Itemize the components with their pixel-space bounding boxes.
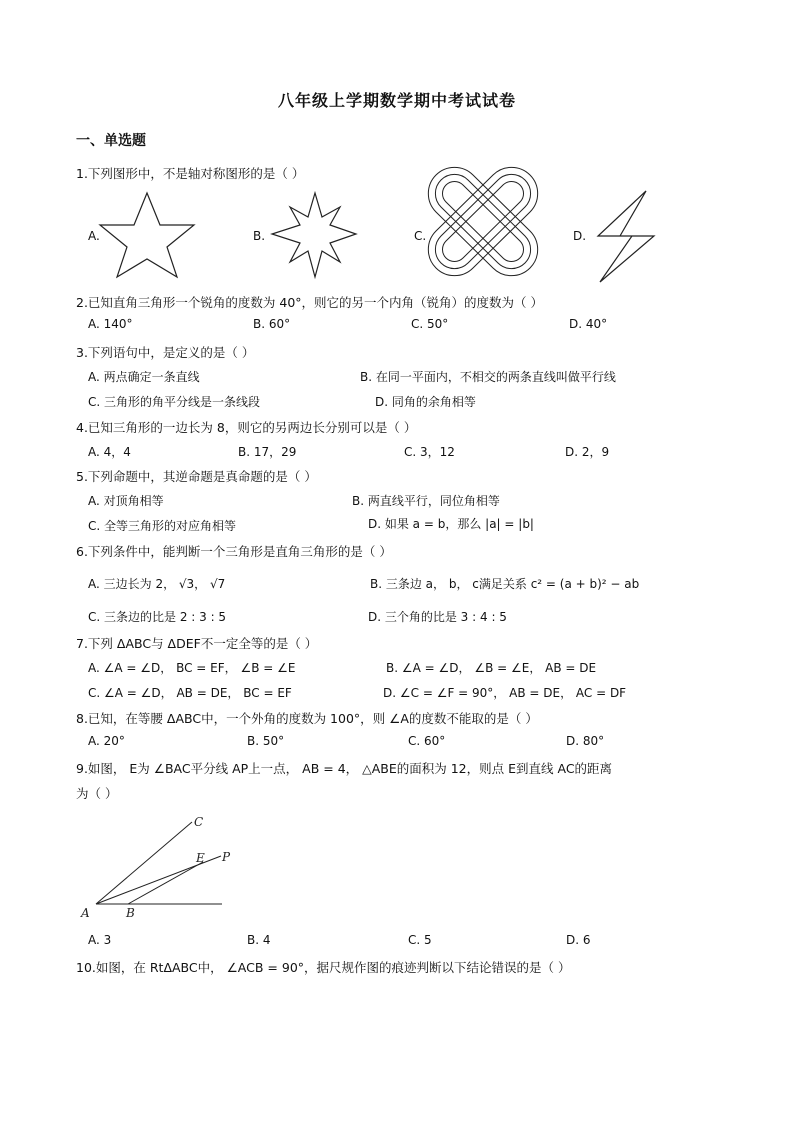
q1-option-b: B. [253,229,266,243]
q5-option-d: D. 如果 a = b，那么 |a| = |b| [368,517,534,531]
q6-option-a: A. 三边长为 2， √3， √7 [88,577,226,591]
q8-option-d: D. 80° [566,734,605,748]
q6-option-d: D. 三个角的比是 3 : 4 : 5 [368,610,507,624]
q3-option-a: A. 两点确定一条直线 [88,370,200,384]
question-7-stem: 7.下列 ΔABC与 ΔDEF不一定全等的是（ ） [76,636,318,651]
question-10-stem: 10.如图，在 RtΔABC中， ∠ACB = 90°，据尺规作图的痕迹判断以下结论错误的是（ ） [76,960,571,975]
question-4-stem: 4.已知三角形的一边长为 8，则它的另两边长分别可以是（ ） [76,420,417,435]
q9-option-d: D. 6 [566,933,591,947]
q2-option-d: D. 40° [569,317,608,331]
q3-option-d: D. 同角的余角相等 [375,395,476,409]
segment-be [128,862,203,904]
question-9-stem-cont: 为（ ） [76,786,118,801]
q2-option-b: B. 60° [253,317,291,331]
q1-option-a: A. [88,229,100,243]
q7-option-c: C. ∠A = ∠D， AB = DE， BC = EF [88,686,292,700]
label-c: C [194,815,204,829]
q1-option-d: D. [573,229,587,243]
q3-option-c: C. 三角形的角平分线是一条线段 [88,395,261,409]
q5-option-a: A. 对顶角相等 [88,494,164,508]
q9-option-a: A. 3 [88,933,112,947]
question-9-stem: 9.如图， E为 ∠BAC平分线 AP上一点， AB = 4， △ABE的面积为 12，则点 E到直线 AC的距离 [76,761,613,776]
question-6-stem: 6.下列条件中，能判断一个三角形是直角三角形的是（ ） [76,544,392,559]
question-1-stem: 1.下列图形中，不是轴对称图形的是（ ） [76,166,305,181]
question-3-stem: 3.下列语句中，是定义的是（ ） [76,345,255,360]
section-heading: 一、单选题 [76,133,146,149]
q1-option-c: C. [414,229,427,243]
q2-option-c: C. 50° [411,317,449,331]
q7-option-b: B. ∠A = ∠D， ∠B = ∠E， AB = DE [386,661,597,675]
q6-option-c: C. 三条边的比是 2 : 3 : 5 [88,610,227,624]
question-2-stem: 2.已知直角三角形一个锐角的度数为 40°，则它的另一个内角（锐角）的度数为（ ） [76,295,544,310]
question-8-stem: 8.已知，在等腰 ΔABC中，一个外角的度数为 100°，则 ∠A的度数不能取的是（ ） [76,711,538,726]
q4-option-d: D. 2，9 [565,445,610,459]
page-title: 八年级上学期数学期中考试试卷 [277,91,516,110]
q4-option-c: C. 3，12 [404,445,455,459]
label-b: B [126,906,135,920]
q5-option-b: B. 两直线平行，同位角相等 [352,494,500,508]
q4-option-a: A. 4，4 [88,445,131,459]
ray-ac [96,822,192,904]
q3-option-b: B. 在同一平面内，不相交的两条直线叫做平行线 [360,370,616,384]
q8-option-a: A. 20° [88,734,125,748]
q9-option-c: C. 5 [408,933,432,947]
q9-option-b: B. 4 [247,933,271,947]
q5-option-c: C. 全等三角形的对应角相等 [88,519,237,533]
q7-option-d: D. ∠C = ∠F = 90°， AB = DE， AC = DF [383,686,627,700]
q7-option-a: A. ∠A = ∠D， BC = EF， ∠B = ∠E [88,661,296,675]
q8-option-b: B. 50° [247,734,285,748]
label-p: P [222,850,231,864]
q2-option-a: A. 140° [88,317,133,331]
q6-option-b: B. 三条边 a， b， c满足关系 c² = (a + b)² − ab [370,577,640,591]
label-a: A [81,906,90,920]
q4-option-b: B. 17，29 [238,445,297,459]
q8-option-c: C. 60° [408,734,446,748]
label-e: E [196,851,205,865]
question-5-stem: 5.下列命题中，其逆命题是真命题的是（ ） [76,469,317,484]
